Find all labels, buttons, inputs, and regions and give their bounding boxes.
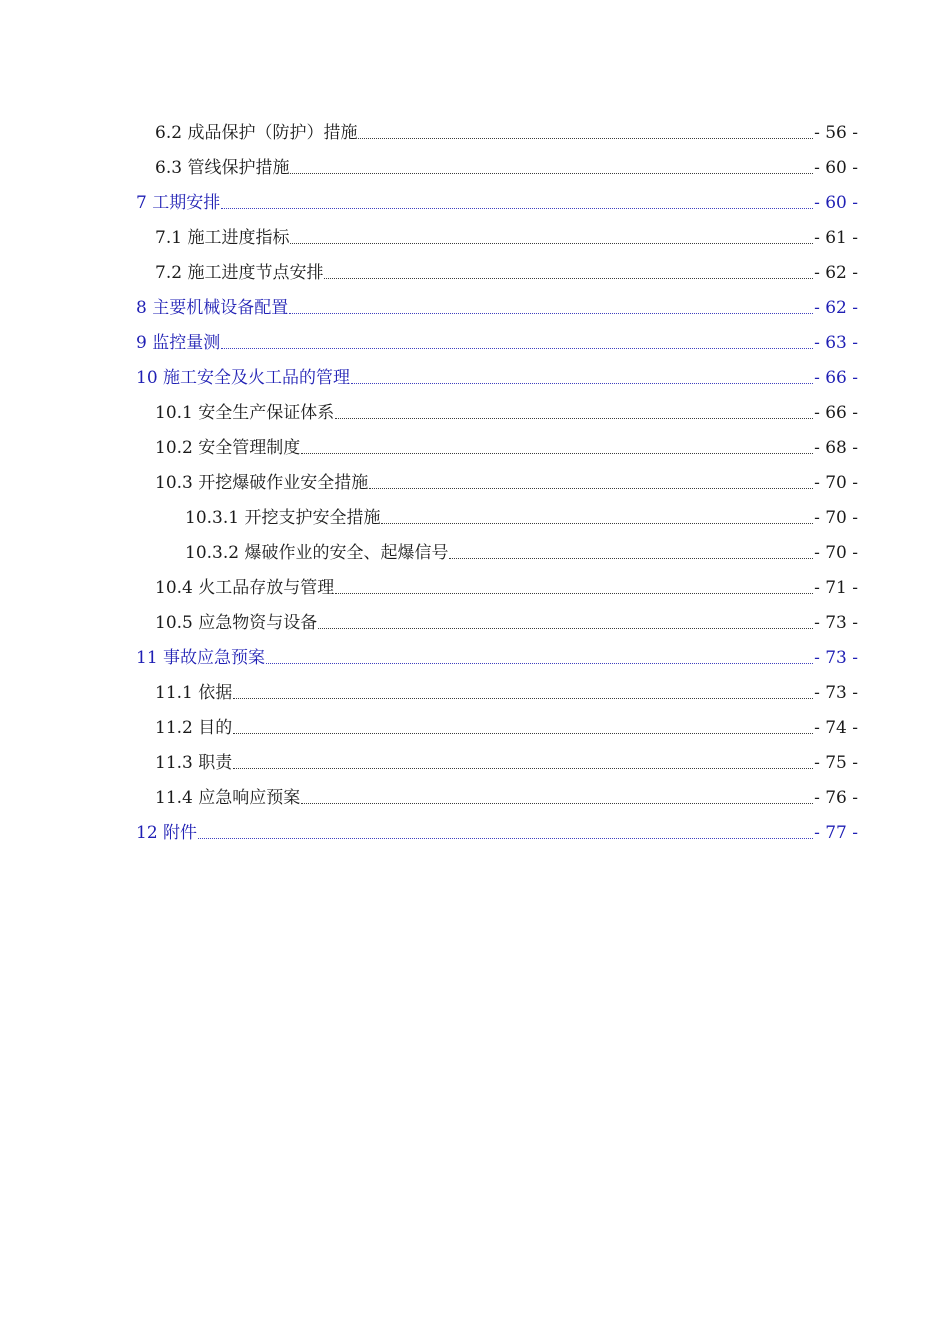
toc-entry-title: 7 工期安排 — [136, 193, 221, 213]
toc-page-number: - 66 - — [814, 368, 858, 388]
toc-entry-title: 11 事故应急预案 — [136, 648, 266, 668]
toc-dot-leader — [369, 487, 813, 489]
toc-dot-leader — [233, 697, 813, 699]
toc-page-number: - 68 - — [814, 438, 858, 458]
toc-page-number: - 77 - — [814, 823, 858, 843]
toc-section-link[interactable] — [185, 505, 858, 529]
toc-dot-leader — [358, 137, 813, 139]
toc-page-number: - 76 - — [814, 788, 858, 808]
toc-section-link[interactable] — [155, 470, 858, 494]
toc-section-link[interactable] — [155, 435, 858, 459]
toc-page-number: - 74 - — [814, 718, 858, 738]
toc-dot-leader — [335, 417, 813, 419]
toc-entry-title: 6.3 管线保护措施 — [155, 158, 290, 178]
toc-section-link[interactable] — [155, 680, 858, 704]
toc-entry-title: 10.3.2 爆破作业的安全、起爆信号 — [185, 543, 449, 563]
toc-dot-leader — [290, 172, 813, 174]
toc-dot-leader — [290, 242, 813, 244]
toc-dot-leader — [335, 592, 813, 594]
toc-chapter-link[interactable] — [136, 330, 858, 354]
toc-chapter-link[interactable] — [136, 295, 858, 319]
toc-page-number: - 70 - — [814, 543, 858, 563]
toc-section-link[interactable] — [155, 155, 858, 179]
toc-page-number: - 73 - — [814, 613, 858, 633]
toc-entry-title: 12 附件 — [136, 823, 198, 843]
toc-page-number: - 63 - — [814, 333, 858, 353]
toc-entry-title: 10.4 火工品存放与管理 — [155, 578, 335, 598]
toc-dot-leader — [351, 382, 813, 384]
toc-entry-title: 10.3 开挖爆破作业安全措施 — [155, 473, 369, 493]
toc-dot-leader — [221, 207, 813, 209]
toc-entry-title: 9 监控量测 — [136, 333, 221, 353]
toc-entry-title: 11.4 应急响应预案 — [155, 788, 301, 808]
toc-section-link[interactable] — [155, 610, 858, 634]
toc-page-number: - 61 - — [814, 228, 858, 248]
toc-section-link[interactable] — [155, 575, 858, 599]
toc-entry-title: 6.2 成品保护（防护）措施 — [155, 123, 358, 143]
toc-dot-leader — [233, 767, 813, 769]
toc-page-number: - 60 - — [814, 158, 858, 178]
toc-page-number: - 66 - — [814, 403, 858, 423]
toc-dot-leader — [318, 627, 813, 629]
toc-section-link[interactable] — [155, 260, 858, 284]
toc-page-number: - 73 - — [814, 648, 858, 668]
toc-dot-leader — [233, 732, 813, 734]
toc-page-number: - 70 - — [814, 473, 858, 493]
toc-page-number: - 62 - — [814, 298, 858, 318]
toc-section-link[interactable] — [155, 120, 858, 144]
toc-entry-title: 11.3 职责 — [155, 753, 233, 773]
toc-entry-title: 7.2 施工进度节点安排 — [155, 263, 324, 283]
toc-dot-leader — [381, 522, 813, 524]
toc-entry-title: 10 施工安全及火工品的管理 — [136, 368, 351, 388]
toc-section-link[interactable] — [185, 540, 858, 564]
toc-dot-leader — [289, 312, 813, 314]
toc-dot-leader — [301, 802, 813, 804]
toc-section-link[interactable] — [155, 785, 858, 809]
toc-page-number: - 60 - — [814, 193, 858, 213]
toc-page-number: - 56 - — [814, 123, 858, 143]
toc-chapter-link[interactable] — [136, 645, 858, 669]
toc-section-link[interactable] — [155, 400, 858, 424]
toc-entry-title: 7.1 施工进度指标 — [155, 228, 290, 248]
toc-dot-leader — [221, 347, 813, 349]
toc-dot-leader — [198, 837, 813, 839]
toc-dot-leader — [324, 277, 813, 279]
toc-entry-title: 10.2 安全管理制度 — [155, 438, 301, 458]
toc-dot-leader — [449, 557, 813, 559]
toc-section-link[interactable] — [155, 225, 858, 249]
toc-chapter-link[interactable] — [136, 365, 858, 389]
toc-page-number: - 75 - — [814, 753, 858, 773]
toc-entry-title: 8 主要机械设备配置 — [136, 298, 289, 318]
toc-page-number: - 70 - — [814, 508, 858, 528]
toc-section-link[interactable] — [155, 715, 858, 739]
toc-entry-title: 10.3.1 开挖支护安全措施 — [185, 508, 381, 528]
toc-dot-leader — [266, 662, 813, 664]
toc-dot-leader — [301, 452, 813, 454]
toc-section-link[interactable] — [155, 750, 858, 774]
toc-entry-title: 10.1 安全生产保证体系 — [155, 403, 335, 423]
toc-chapter-link[interactable] — [136, 190, 858, 214]
toc-entry-title: 11.2 目的 — [155, 718, 233, 738]
toc-entry-title: 10.5 应急物资与设备 — [155, 613, 318, 633]
toc-chapter-link[interactable] — [136, 820, 858, 844]
toc-page-number: - 73 - — [814, 683, 858, 703]
toc-page-number: - 71 - — [814, 578, 858, 598]
toc-entry-title: 11.1 依据 — [155, 683, 233, 703]
toc-page-number: - 62 - — [814, 263, 858, 283]
